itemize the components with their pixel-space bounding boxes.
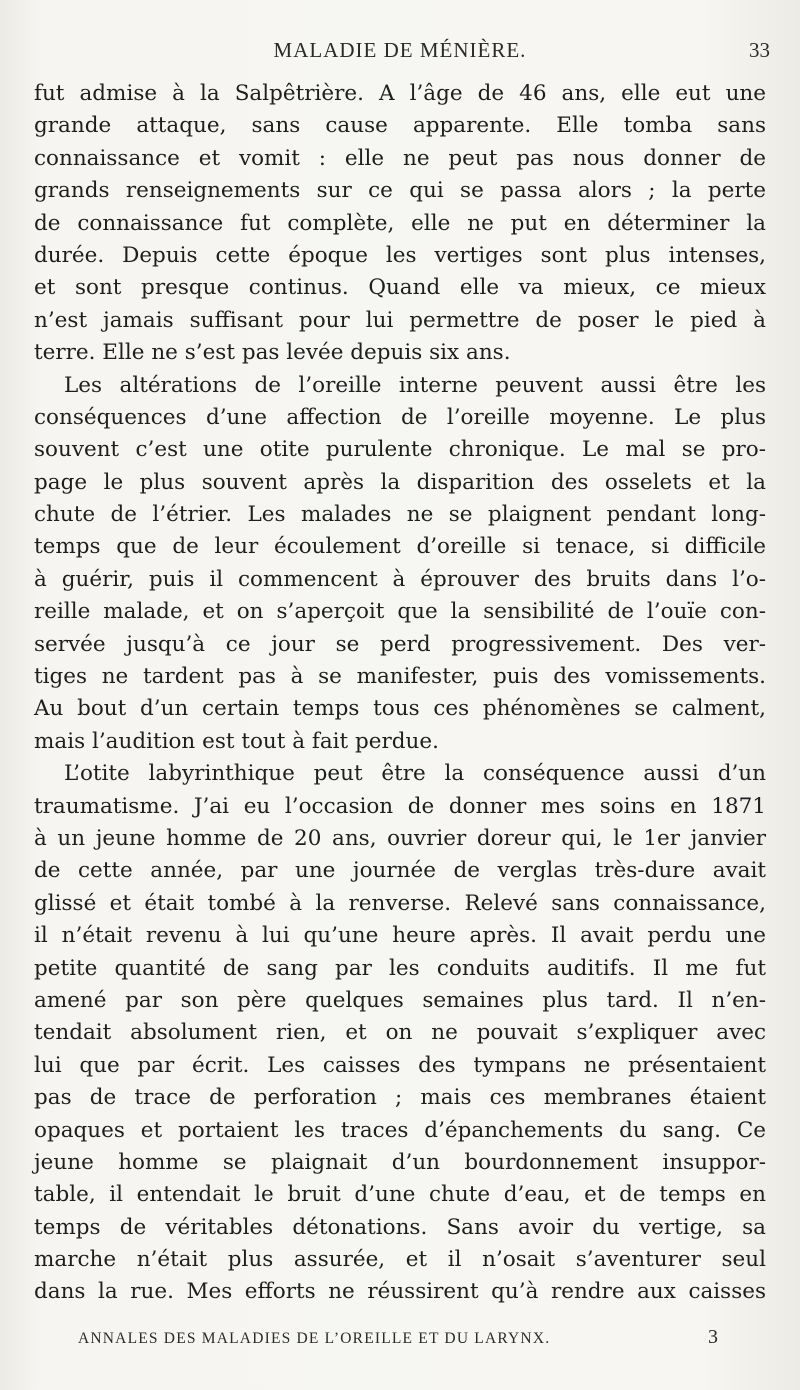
text-line: de connaissance fut complète, elle ne put en déterminer la [34,210,766,236]
text-line: grands renseignements sur ce qui se passa alors ; la perte [34,178,766,204]
text-line: à un jeune homme de 20 ans, ouvrier doreur qui, le 1er janvier [34,825,766,851]
text-line: il n’était revenu à lui qu’une heure après. Il avait perdu une [34,923,766,949]
text-line: conséquences d’une affection de l’oreille moyenne. Le plus [34,404,766,430]
text-line: tiges ne tardent pas à se manifester, puis des vomissements. [34,664,766,690]
text-line: traumatisme. J’ai eu l’occasion de donner mes soins en 1871 [34,793,766,819]
text-line: pas de trace de perforation ; mais ces membranes étaient [34,1085,766,1111]
text-line: marche n’était plus assurée, et il n’osait s’aventurer seul [34,1247,766,1273]
text-line: chute de l’étrier. Les malades ne se plaignent pendant long- [34,502,766,528]
page-number: 33 [749,38,770,62]
text-line: servée jusqu’à ce jour se perd progressivement. Des ver- [34,631,766,657]
text-line: et sont presque continus. Quand elle va mieux, ce mieux [34,275,766,301]
text-line: glissé et était tombé à la renverse. Relevé sans connaissance, [34,890,766,916]
text-line: tendait absolument rien, et on ne pouvait s’expliquer avec [34,1020,766,1046]
text-line: grande attaque, sans cause apparente. Elle tomba sans [34,113,766,139]
text-line: n’est jamais suffisant pour lui permettre de poser le pied à [34,307,766,333]
text-line: petite quantité de sang par les conduits auditifs. Il me fut [34,955,766,981]
text-line: temps de véritables détonations. Sans avoir du vertige, sa [34,1214,766,1240]
text-line: dans la rue. Mes efforts ne réussirent qu’à rendre aux caisses [34,1279,766,1305]
text-line: reille malade, et on s’aperçoit que la sensibilité de l’ouïe con- [34,599,766,625]
text-line: L’otite labyrinthique peut être la conséquence aussi d’un [64,761,766,787]
text-line: de cette année, par une journée de verglas très-dure avait [34,858,766,884]
text-line: à guérir, puis il commencent à éprouver des bruits dans l’o- [34,566,766,592]
text-line: opaques et portaient les traces d’épanchements du sang. Ce [34,1117,766,1143]
body-text [34,78,766,1309]
text-line: mais l’audition est tout à fait perdue. [34,728,439,754]
text-line: lui que par écrit. Les caisses des tympans ne présentaient [34,1052,766,1078]
journal-title: ANNALES DES MALADIES DE L’OREILLE ET DU LARYNX. [78,1330,551,1347]
text-line: connaissance et vomit : elle ne peut pas nous donner de [34,145,766,171]
text-line: durée. Depuis cette époque les vertiges sont plus intenses, [34,242,766,268]
text-line: table, il entendait le bruit d’une chute d’eau, et de temps en [34,1182,766,1208]
signature-mark: 3 [708,1326,718,1348]
page-footer [78,1326,718,1356]
text-line: Au bout d’un certain temps tous ces phénomènes se calment, [34,696,766,722]
text-line: amené par son père quelques semaines plus tard. Il n’en- [34,987,766,1013]
text-line: fut admise à la Salpêtrière. A l’âge de 46 ans, elle eut une [34,81,766,106]
text-line: souvent c’est une otite purulente chronique. Le mal se pro- [34,437,766,463]
text-line: page le plus souvent après la disparition des osselets et la [34,469,766,495]
text-line: terre. Elle ne s’est pas levée depuis six ans. [34,340,511,366]
text-line: Les altérations de l’oreille interne peuvent aussi être les [64,372,766,398]
running-title: MALADIE DE MÉNIÈRE. [273,38,527,62]
text-line: temps que de leur écoulement d’oreille si tenace, si difficile [34,534,766,560]
text-line: jeune homme se plaignait d’un bourdonnement insuppor- [34,1149,766,1175]
running-head [30,38,770,68]
